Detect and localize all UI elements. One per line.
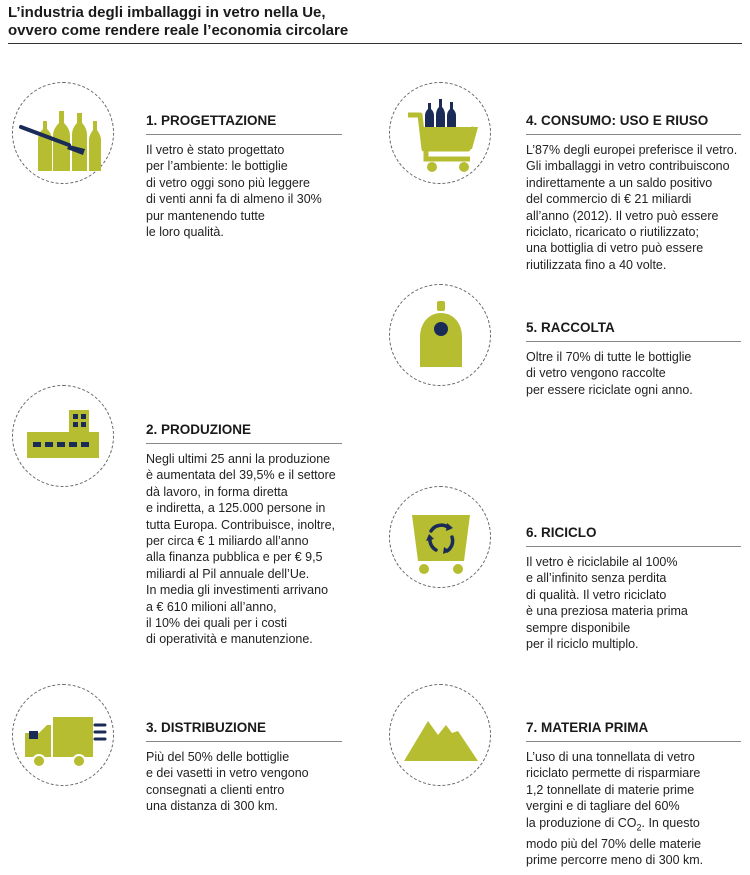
step-2-icon-circle	[12, 385, 114, 487]
step-7-heading: 7. MATERIA PRIMA	[526, 720, 741, 742]
step-1-body: Il vetro è stato progettato per l’ambiente: le bottiglie di vetro oggi sono più leggere di venti anni fa di almeno il 30% pur mantenendo tutte le loro qualità.	[146, 143, 322, 240]
step-4	[526, 113, 741, 273]
step-6-body: Il vetro è riciclabile al 100% e all’infinito senza perdita di qualità. Il vetro riciclato è una preziosa materia prima sempre disponibile per il riciclo multiplo.	[526, 555, 688, 652]
step-2-heading: 2. PRODUZIONE	[146, 422, 342, 444]
step-7-body-sub: 2	[636, 822, 642, 833]
page-title	[8, 4, 742, 40]
title-line-1: L’industria degli imballaggi in vetro nella Ue,	[8, 4, 326, 21]
step-6-heading: 6. RICICLO	[526, 525, 741, 547]
step-4-body: L’87% degli europei preferisce il vetro. Gli imballaggi in vetro contribuiscono indirettamente a un saldo positivo del commercio di € 21 miliardi all’anno (2012). Il vetro può essere riciclato, ricaricato o riutilizzato; una bottiglia di vetro può essere riutilizzata fino a 40 volte.	[526, 143, 738, 272]
step-1	[146, 113, 342, 240]
bottles-brush-icon	[13, 83, 115, 185]
step-3-heading: 3. DISTRIBUZIONE	[146, 720, 342, 742]
step-3-body: Più del 50% delle bottiglie e dei vasetti in vetro vengono consegnati a clienti entro una distanza di 300 km.	[146, 750, 309, 814]
title-line-2: ovvero come rendere reale l’economia circolare	[8, 22, 349, 39]
step-6	[526, 525, 741, 652]
bottle-bank-icon	[390, 285, 492, 387]
step-7-body-pre: L’uso di una tonnellata di vetro riciclato permette di risparmiare 1,2 tonnellate di materie prime vergini e di tagliare del 60% la produzione di CO	[526, 750, 701, 830]
mountain-icon	[390, 685, 492, 787]
step-4-icon-circle	[389, 82, 491, 184]
step-7-icon-circle	[389, 684, 491, 786]
step-4-heading: 4. CONSUMO: USO E RIUSO	[526, 113, 741, 135]
step-7-body-post: . In questo modo più del 70% delle materie prime percorre meno di 300 km.	[526, 815, 704, 867]
title-rule	[8, 43, 742, 44]
factory-icon	[13, 386, 115, 488]
shopping-cart-icon	[390, 83, 492, 185]
step-2-body: Negli ultimi 25 anni la produzione è aumentata del 39,5% e il settore dà lavoro, in forma diretta e indiretta, a 125.000 persone in tutta Europa. Contribuisce, inoltre, per circa € 1 miliardo all’anno alla finanza pubblica e per € 9,5 miliardi al Pil annuale dell’Ue. In media gli investimenti arrivano a € 610 milioni all’anno, il 10% dei quali per i costi di operatività e manutenzione.	[146, 452, 336, 647]
step-6-icon-circle	[389, 486, 491, 588]
step-5	[526, 320, 741, 398]
step-2	[146, 422, 342, 648]
step-5-heading: 5. RACCOLTA	[526, 320, 741, 342]
step-7	[526, 720, 741, 868]
step-7-body	[526, 749, 741, 868]
step-1-icon-circle	[12, 82, 114, 184]
step-5-body: Oltre il 70% di tutte le bottiglie di vetro vengono raccolte per essere riciclate ogni anno.	[526, 350, 693, 397]
step-5-icon-circle	[389, 284, 491, 386]
step-3-icon-circle	[12, 684, 114, 786]
recycle-bin-icon	[390, 487, 492, 589]
step-3	[146, 720, 342, 815]
step-1-heading: 1. PROGETTAZIONE	[146, 113, 342, 135]
truck-icon	[13, 685, 115, 787]
